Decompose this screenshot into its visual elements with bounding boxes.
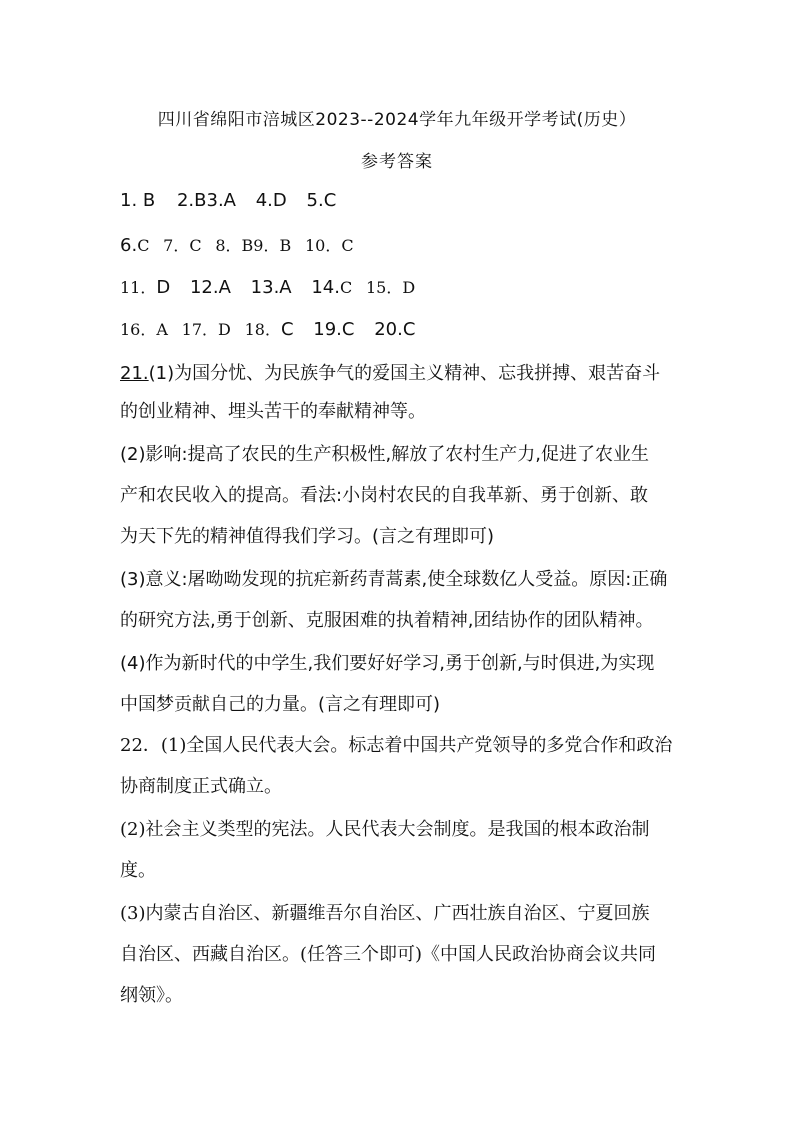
answer-11-letter: D: [156, 277, 171, 298]
answer-8-9: 8．B9．B: [215, 236, 292, 255]
q22-part3-line3: 纲领》。: [120, 985, 183, 1006]
q21-part2-line1: (2)影响:提高了农民的生产积极性,解放了农村生产力,促进了农业生: [120, 444, 650, 465]
q21-part2-line3: 为天下先的精神值得我们学习。(言之有理即可): [120, 526, 495, 547]
answer-6-letter: C: [137, 236, 150, 255]
q21-part3-line1: (3)意义:屠呦呦发现的抗疟新药青蒿素,使全球数亿人受益。原因:正确: [120, 569, 668, 590]
q22-part2-line1: (2)社会主义类型的宪法。人民代表大会制度。是我国的根本政治制: [120, 819, 650, 840]
answer-18-number: 18．: [244, 320, 281, 339]
answer-10: 10．C: [304, 236, 354, 255]
answers-row-1: [120, 190, 336, 211]
q21-part1-line1: [120, 359, 660, 385]
answers-row-2: [120, 233, 354, 256]
answer-1: 1. B: [120, 190, 156, 211]
answer-15: 15．D: [365, 278, 416, 297]
answer-4: 4.D: [255, 190, 287, 211]
document-title: 四川省绵阳市涪城区2023--2024学年九年级开学考试(历史）: [157, 110, 637, 130]
q22-part3-line2: 自治区、西藏自治区。(任答三个即可)《中国人民政治协商会议共同: [120, 944, 657, 965]
answers-row-3: [120, 275, 415, 298]
answer-13: 13.A: [250, 277, 292, 298]
answer-12: 12.A: [189, 277, 231, 298]
answer-19: 19.C: [313, 319, 355, 340]
q22-part2-line2: 度。: [120, 860, 156, 881]
q21-part1-line2: 的创业精神、埋头苦干的奉献精神等。: [120, 401, 426, 422]
q21-part2-line2: 产和农民收入的提高。看法:小岗村农民的自我革新、勇于创新、敢: [120, 485, 649, 506]
q22-part1-line1: 22．(1)全国人民代表大会。标志着中国共产党领导的多党合作和政治: [120, 735, 673, 756]
q22-part1-line2: 协商制度正式确立。: [120, 776, 282, 797]
q21-part1-text: (1)为国分忧、为民族争气的爱国主义精神、忘我拼搏、艰苦奋斗: [148, 363, 661, 384]
q21-part3-line2: 的研究方法,勇于创新、克服困难的执着精神,团结协作的团队精神。: [120, 610, 654, 631]
document-subtitle: 参考答案: [361, 152, 433, 172]
answer-18-letter: C: [280, 319, 294, 340]
answer-14-number: 14.: [311, 277, 340, 298]
answer-6-number: 6.: [120, 235, 138, 256]
answer-14-letter: C: [340, 278, 353, 297]
q21-part4-line2: 中国梦贡献自己的力量。(言之有理即可): [120, 694, 441, 715]
answer-20: 20.C: [374, 319, 416, 340]
answer-11-number: 11．: [120, 278, 157, 297]
answer-17: 17．D: [181, 320, 231, 339]
answer-7: 7．C: [163, 236, 202, 255]
q21-number: 21.: [120, 363, 149, 384]
answer-5: 5.C: [306, 190, 337, 211]
answers-row-4: [120, 317, 415, 340]
answer-2-3: 2.B3.A: [176, 190, 236, 211]
q21-part4-line1: (4)作为新时代的中学生,我们要好好学习,勇于创新,与时俱进,为实现: [120, 653, 655, 674]
answer-16: 16．A: [120, 320, 168, 339]
q22-part3-line1: (3)内蒙古自治区、新疆维吾尔自治区、广西壮族自治区、宁夏回族: [120, 903, 650, 924]
